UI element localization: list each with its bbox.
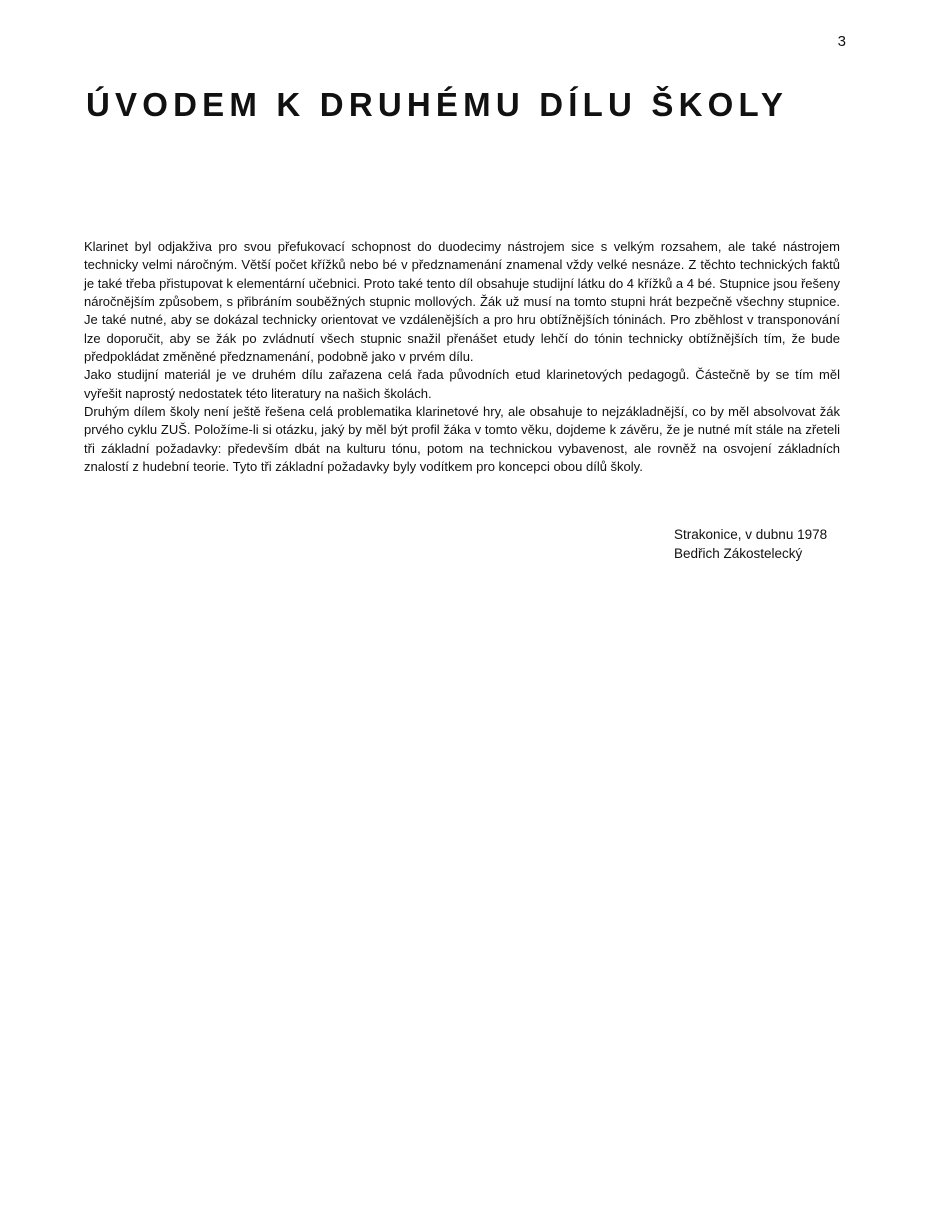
page-number: 3	[837, 33, 846, 50]
signature-place-date: Strakonice, v dubnu 1978	[674, 527, 828, 542]
signature-author: Bedřich Zákostelecký	[674, 545, 803, 561]
paragraph-second-part: Druhým dílem školy není ještě řešena celá problematika klarinetové hry, ale obsahuje to nejzákladnější, co by měl absolvovat žák prvého cyklu ZUŠ. Položíme-li si otázku, jaký by měl být profil žáka v tomto věku, dojdeme k závěru, že je nutné mít stále na zřeteli tři základní požadavky: především dbát na kulturu tónu, potom na technickou vybavenost, ale rovněž na osvojení základních znalostí z hudební teorie. Tyto tři základní požadavky byly vodítkem pro koncepci obou dílů školy.	[84, 404, 840, 475]
page-title: ÚVODEM K DRUHÉMU DÍLU ŠKOLY	[86, 86, 789, 123]
paragraph-study-material: Jako studijní materiál je ve druhém dílu zařazena celá řada původních etud klarinetových pedagogů. Částečně by se tím měl vyřešit naprostý nedostatek této literatury na našich školách.	[84, 367, 840, 401]
body-text	[84, 238, 840, 476]
signature-block	[674, 526, 854, 563]
paragraph-intro: Klarinet byl odjakživa pro svou přefukovací schopnost do duodecimy nástrojem sice s velkým rozsahem, ale také nástrojem technicky velmi náročným. Větší počet křížků nebo bé v předznamenání znamenal vždy velké nesnáze. Z těchto technických faktů je také třeba přistupovat k elementární učebnici. Proto také tento díl obsahuje studijní látku do 4 křížků a 4 bé. Stupnice jsou řešeny náročnějším způsobem, s přibráním souběžných stupnic mollových. Žák už musí na tomto stupni hrát bezpečně všechny stupnice. Je také nutné, aby se dokázal technicky orientovat ve vzdálenějších a pro hru obtížnějších tóninách. Pro zběhlost v transponování lze doporučit, aby se žák po zvládnutí všech stupnic snažil přenášet etudy lehčí do tónin technicky obtížnějších tím, že bude předpokládat změněné předznamenání, podobně jako v prvém dílu.	[84, 239, 840, 365]
